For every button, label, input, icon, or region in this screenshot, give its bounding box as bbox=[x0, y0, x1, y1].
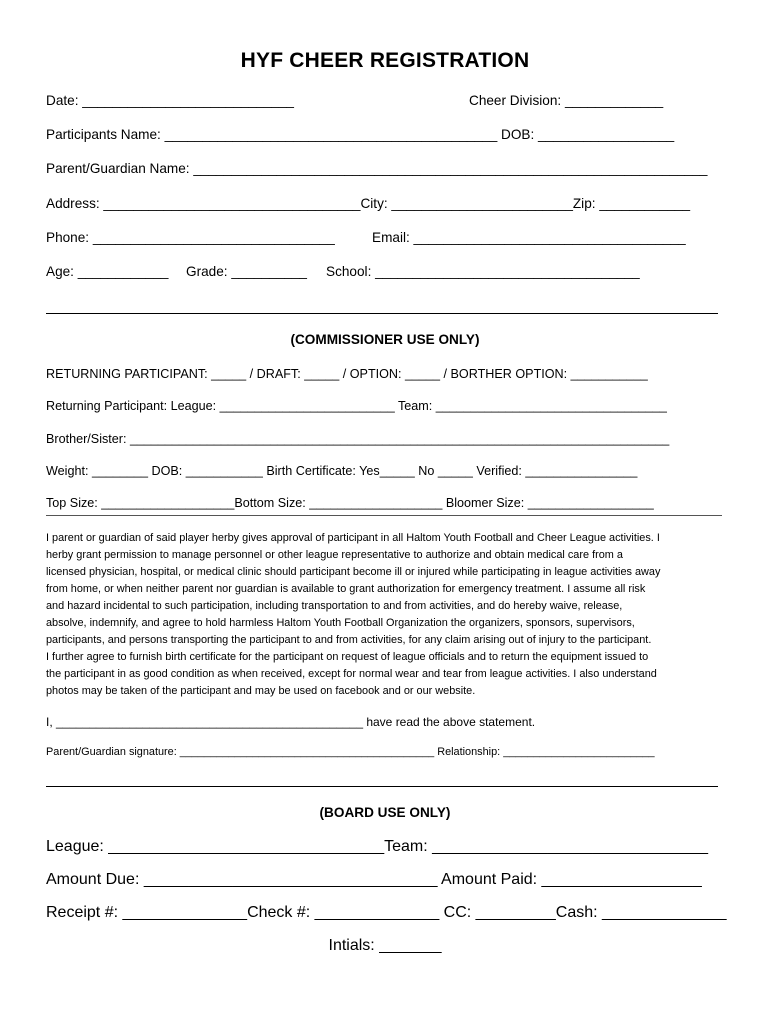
waiver-paragraph bbox=[46, 530, 722, 700]
participants-name-field[interactable]: Participants Name: ____________________________________________ DOB: __________________ bbox=[46, 127, 675, 142]
waiver-line: and hazard incidental to such participation, including transportation to and from activities, and do hereby waive, release, bbox=[46, 600, 623, 612]
waiver-line: the participant in as good condition as when received, except for normal wear and tear from league activities. I also understand bbox=[46, 668, 657, 680]
waiver-line: I further agree to furnish birth certificate for the participant on request of league officials and to return the equipment issued to bbox=[46, 651, 649, 663]
phone-field[interactable]: Phone: ________________________________ bbox=[46, 230, 335, 245]
receipt-check-cc-cash-field[interactable]: Receipt #: ______________Check #: ______________ CC: _________Cash: ______________ bbox=[46, 904, 727, 921]
page-title: HYF CHEER REGISTRATION bbox=[240, 49, 530, 72]
weight-dob-birth-cert-line[interactable]: Weight: ________ DOB: ___________ Birth Certificate: Yes_____ No _____ Verified: ________________ bbox=[46, 464, 638, 478]
date-field[interactable]: Date: ____________________________ bbox=[46, 93, 294, 108]
email-field[interactable]: Email: ____________________________________ bbox=[372, 230, 686, 245]
board-league-team-field[interactable]: League: _______________________________Team: _______________________________ bbox=[46, 838, 708, 855]
waiver-line: herby grant permission to manage personnel or other league representative to authorize and obtain medical care from a bbox=[46, 549, 623, 561]
signature-relationship-field[interactable]: Parent/Guardian signature: __________________________________________ Relationship: _________________________ bbox=[46, 746, 655, 758]
board-divider bbox=[46, 786, 718, 787]
returning-participant-line[interactable]: RETURNING PARTICIPANT: _____ / DRAFT: _____ / OPTION: _____ / BORTHER OPTION: ___________ bbox=[46, 367, 648, 381]
read-statement-field[interactable]: I, ______________________________________________ have read the above statement. bbox=[46, 715, 536, 729]
waiver-line: participants, and persons transporting the participant to and from activities, for any claim arising out of injury to the participant. bbox=[46, 634, 652, 646]
brother-sister-field[interactable]: Brother/Sister: _____________________________________________________________________________ bbox=[46, 432, 670, 446]
sizes-line[interactable]: Top Size: ___________________Bottom Size: ___________________ Bloomer Size: __________________ bbox=[46, 496, 654, 510]
waiver-divider bbox=[46, 515, 722, 516]
board-heading: (BOARD USE ONLY) bbox=[319, 805, 451, 820]
waiver-line: absolve, indemnify, and agree to hold harmless Haltom Youth Football Organization the organizers, sponsors, supervisors, bbox=[46, 617, 635, 629]
school-field[interactable]: School: ___________________________________ bbox=[326, 264, 640, 279]
waiver-line: from home, or when neither parent nor guardian is available to grant authorization for emergency treatment. I assume all risk bbox=[46, 583, 646, 595]
waiver-line: licensed physician, hospital, or medical clinic should participant become ill or injured while participating in league activities away bbox=[46, 566, 661, 578]
address-city-zip-field[interactable]: Address: __________________________________City: ________________________Zip: ____________ bbox=[46, 196, 691, 211]
section-divider bbox=[46, 313, 718, 314]
age-field[interactable]: Age: ____________ bbox=[46, 264, 169, 279]
commissioner-heading: (COMMISSIONER USE ONLY) bbox=[290, 332, 480, 347]
amount-due-paid-field[interactable]: Amount Due: _________________________________ Amount Paid: __________________ bbox=[46, 871, 702, 888]
cheer-division-field[interactable]: Cheer Division: _____________ bbox=[469, 93, 664, 108]
waiver-line: I parent or guardian of said player herby gives approval of participant in all Haltom Youth Football and Cheer League activities. I bbox=[46, 532, 660, 544]
waiver-line: photos may be taken of the participant and may be used on facebook and or our website. bbox=[46, 685, 476, 697]
grade-field[interactable]: Grade: __________ bbox=[186, 264, 307, 279]
returning-league-team-field[interactable]: Returning Participant: League: _________________________ Team: _________________________________ bbox=[46, 399, 667, 413]
parent-guardian-name-field[interactable]: Parent/Guardian Name: ____________________________________________________________________ bbox=[46, 161, 708, 176]
initials-field[interactable]: Intials: _______ bbox=[328, 937, 442, 954]
